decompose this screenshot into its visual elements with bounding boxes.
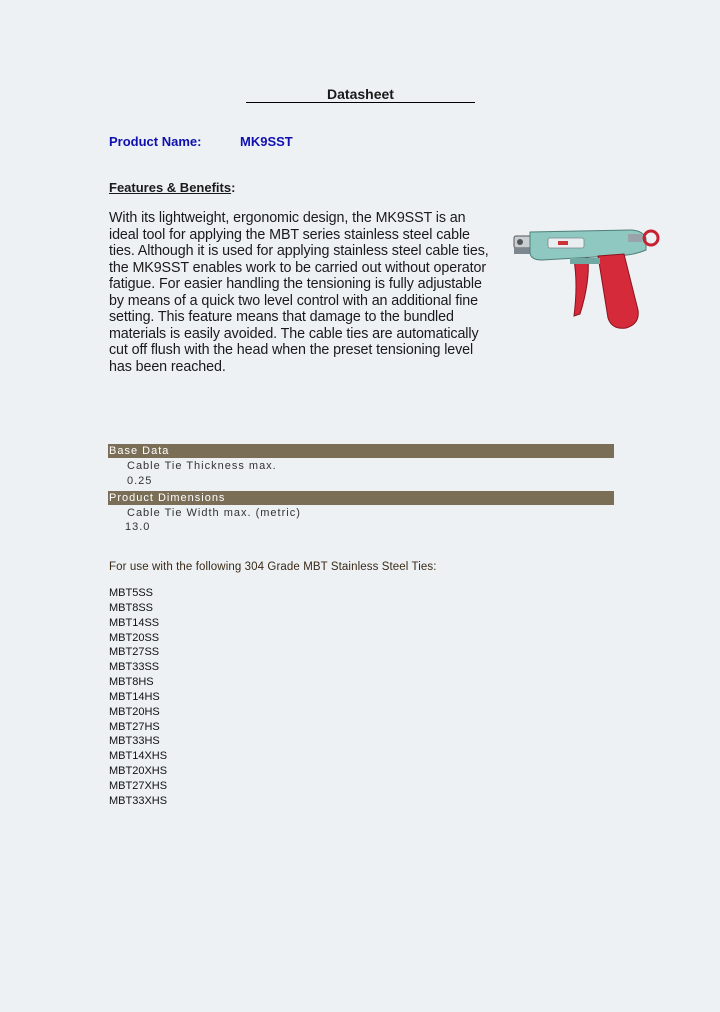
list-item: MBT8HS xyxy=(109,676,154,689)
cable-tie-thickness-value: 0.25 xyxy=(127,475,153,487)
list-item: MBT14SS xyxy=(109,616,160,629)
list-item: MBT27XHS xyxy=(109,779,168,792)
features-heading-text: Features & Benefits xyxy=(109,180,232,195)
compatible-ties-list xyxy=(109,586,167,809)
list-item: MBT14XHS xyxy=(109,750,168,763)
product-name-label: Product Name: xyxy=(109,134,202,149)
list-item: MBT33XHS xyxy=(109,794,168,807)
list-item: MBT5SS xyxy=(109,587,154,599)
product-name-value: MK9SST xyxy=(240,134,293,149)
tensioning-tool-image xyxy=(512,222,662,334)
base-data-header: Base Data xyxy=(108,444,614,458)
features-heading xyxy=(109,180,235,195)
cable-tie-thickness-label: Cable Tie Thickness max. xyxy=(127,460,277,472)
compatibility-intro: For use with the following 304 Grade MBT Stainless Steel Ties: xyxy=(109,561,437,573)
list-item: MBT27SS xyxy=(109,646,160,659)
cable-tie-width-value: 13.0 xyxy=(125,521,151,533)
page-title: Datasheet xyxy=(246,86,475,103)
list-item: MBT33SS xyxy=(109,661,160,674)
list-item: MBT33HS xyxy=(109,735,160,748)
list-item: MBT14HS xyxy=(109,690,160,703)
product-description: With its lightweight, ergonomic design, the MK9SST is an ideal tool for applying the MBT series stainless steel cable ties. Although it is used for applying stainless steel cable ties, the MK9SST enables work to be carried out without operator fatigue. For easier handling the tensioning is fully adjustable by means of a quick two level control with an additional fine setting. This feature means that damage to the bundled materials is easily avoided. The cable ties are automatically cut off flush with the head when the preset tensioning level has been reached. xyxy=(109,210,489,375)
product-dimensions-header: Product Dimensions xyxy=(108,491,614,505)
features-heading-colon: : xyxy=(231,180,236,195)
list-item: MBT20HS xyxy=(109,705,160,718)
list-item: MBT20SS xyxy=(109,631,160,644)
list-item: MBT20XHS xyxy=(109,765,168,778)
list-item: MBT8SS xyxy=(109,601,154,614)
list-item: MBT27HS xyxy=(109,720,160,733)
cable-tie-width-label: Cable Tie Width max. (metric) xyxy=(127,507,301,519)
